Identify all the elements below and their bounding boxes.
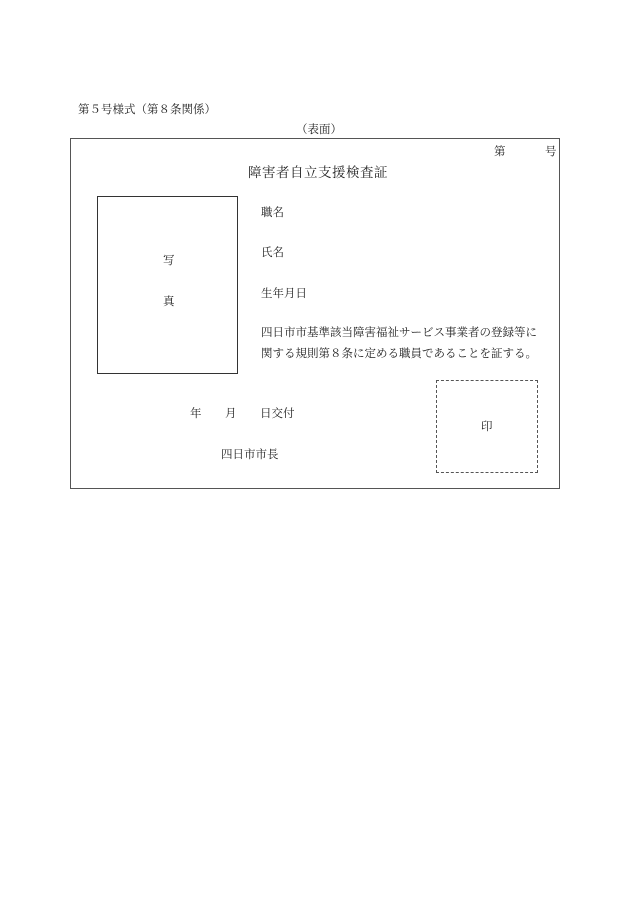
certificate-number-label: 第 (494, 144, 506, 158)
job-title-field: 職名 (261, 205, 284, 219)
name-field: 氏名 (261, 245, 284, 259)
certificate-number-suffix: 号 (545, 144, 557, 158)
birth-date-field: 生年月日 (261, 286, 307, 300)
issue-year-label: 年 (190, 406, 202, 420)
certificate-title: 障害者自立支援検査証 (248, 165, 388, 181)
issue-month-label: 月 (225, 406, 237, 420)
photo-label-top: 写 (163, 253, 175, 267)
certification-statement (261, 322, 537, 364)
side-label: （表面） (296, 122, 342, 136)
photo-box (97, 196, 238, 374)
form-number-title: 第５号様式（第８条関係） (78, 102, 216, 116)
issuer-name: 四日市市長 (221, 447, 279, 461)
photo-label-bottom: 真 (163, 294, 175, 308)
statement-line: 四日市市基準該当障害福祉サービス事業者の登録等に (261, 325, 537, 339)
issue-day-label: 日交付 (260, 406, 295, 420)
statement-line: 関する規則第８条に定める職員であることを証する。 (261, 346, 537, 360)
seal-label: 印 (481, 419, 493, 433)
